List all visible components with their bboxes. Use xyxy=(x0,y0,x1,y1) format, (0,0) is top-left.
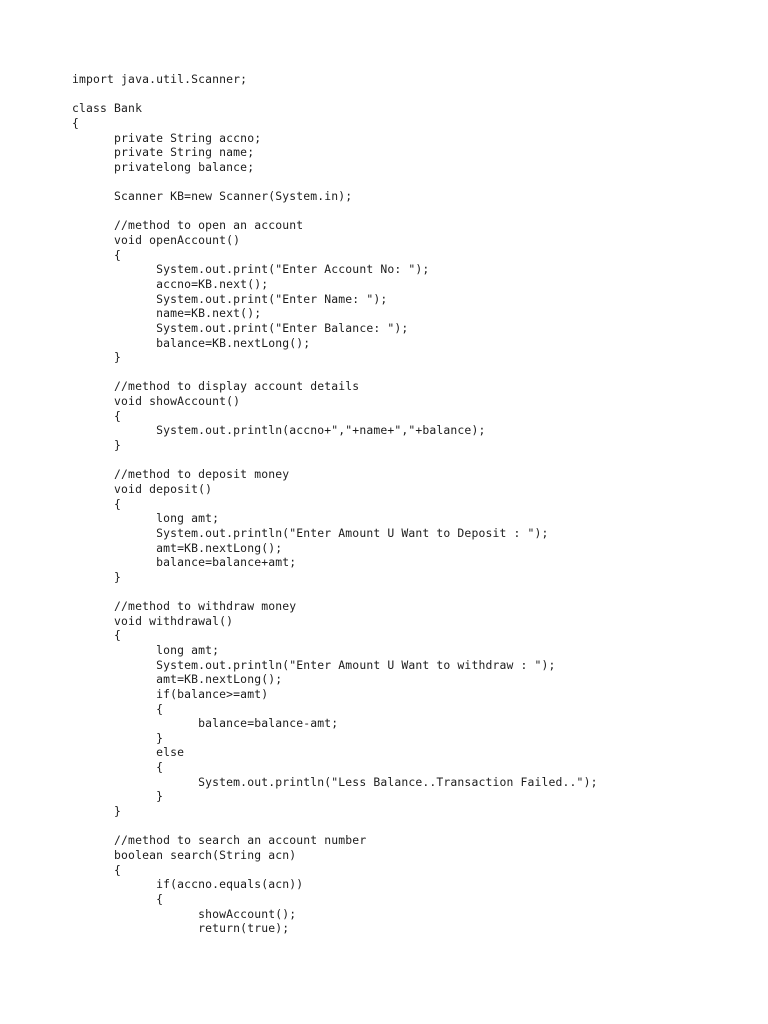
code-line: balance=KB.nextLong(); xyxy=(72,335,311,350)
code-line: System.out.print("Enter Name: "); xyxy=(72,291,388,306)
code-line: showAccount(); xyxy=(72,906,297,921)
blank-line xyxy=(72,453,598,468)
code-line: class Bank xyxy=(72,101,143,116)
code-line: } xyxy=(72,789,164,804)
code-line: long amt; xyxy=(72,511,220,526)
code-line: System.out.println("Enter Amount U Want to withdraw : "); xyxy=(72,657,556,672)
code-line: { xyxy=(72,496,122,511)
code-line: void showAccount() xyxy=(72,394,241,409)
code-line: void withdrawal() xyxy=(72,613,234,628)
blank-line xyxy=(72,365,598,380)
code-line: } xyxy=(72,569,122,584)
code-line: else xyxy=(72,745,185,760)
code-line: Scanner KB=new Scanner(System.in); xyxy=(72,189,353,204)
code-line: System.out.print("Enter Account No: "); xyxy=(72,262,430,277)
code-line: System.out.println(accno+","+name+","+balance); xyxy=(72,423,486,438)
code-line: //method to search an account number xyxy=(72,833,367,848)
code-line: long amt; xyxy=(72,642,220,657)
blank-line xyxy=(72,584,598,599)
code-line: { xyxy=(72,760,164,775)
code-line: //method to display account details xyxy=(72,379,360,394)
blank-line xyxy=(72,204,598,219)
code-line: void deposit() xyxy=(72,481,213,496)
code-line: //method to open an account xyxy=(72,218,304,233)
blank-line xyxy=(72,174,598,189)
code-line: accno=KB.next(); xyxy=(72,276,269,291)
blank-line xyxy=(72,819,598,834)
code-line: System.out.println("Less Balance..Transaction Failed.."); xyxy=(72,774,598,789)
code-line: { xyxy=(72,862,122,877)
code-line: System.out.println("Enter Amount U Want to Deposit : "); xyxy=(72,525,549,540)
code-line: private String accno; xyxy=(72,130,262,145)
code-line: } xyxy=(72,350,122,365)
code-line: { xyxy=(72,628,122,643)
code-line: } xyxy=(72,438,122,453)
code-line: amt=KB.nextLong(); xyxy=(72,672,283,687)
code-line: balance=balance+amt; xyxy=(72,555,297,570)
code-line: } xyxy=(72,804,122,819)
code-line: boolean search(String acn) xyxy=(72,847,297,862)
code-line: //method to withdraw money xyxy=(72,599,297,614)
code-line: //method to deposit money xyxy=(72,467,290,482)
code-line: return(true); xyxy=(72,921,290,936)
code-line: System.out.print("Enter Balance: "); xyxy=(72,320,409,335)
code-line: { xyxy=(72,115,80,130)
code-line: amt=KB.nextLong(); xyxy=(72,540,283,555)
code-line: } xyxy=(72,730,164,745)
code-line: void openAccount() xyxy=(72,233,241,248)
code-line: privatelong balance; xyxy=(72,159,255,174)
code-line: { xyxy=(72,701,164,716)
code-line: private String name; xyxy=(72,145,255,160)
code-line: if(accno.equals(acn)) xyxy=(72,877,304,892)
code-line: name=KB.next(); xyxy=(72,306,262,321)
code-line: balance=balance-amt; xyxy=(72,716,339,731)
code-line: if(balance>=amt) xyxy=(72,686,269,701)
code-listing xyxy=(72,72,598,936)
blank-line xyxy=(72,87,598,102)
code-line: { xyxy=(72,891,164,906)
code-line: { xyxy=(72,408,122,423)
code-line: import java.util.Scanner; xyxy=(72,72,248,86)
code-line: { xyxy=(72,247,122,262)
